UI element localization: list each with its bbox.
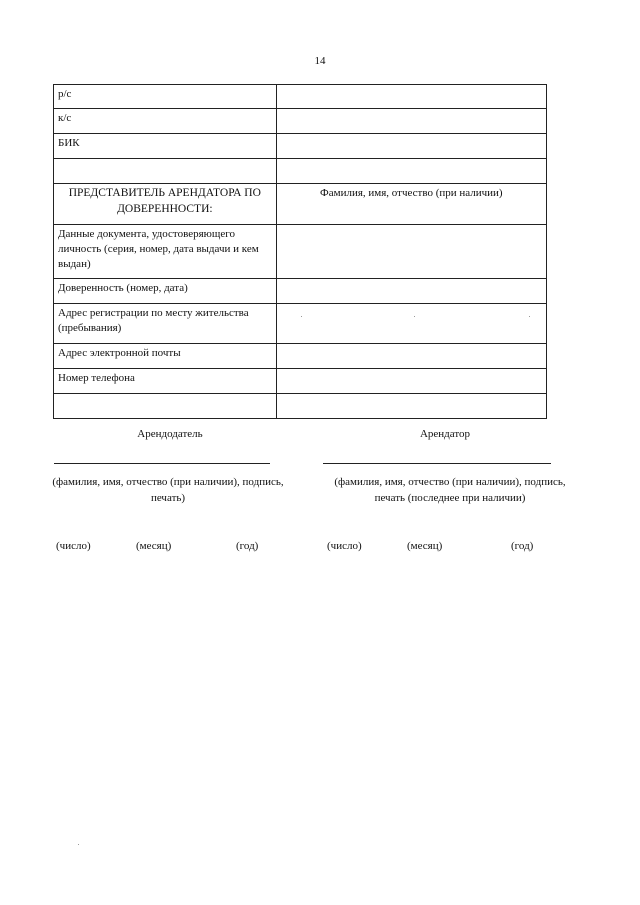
- row-label-empty-bottom: [54, 394, 277, 419]
- row-value-phone[interactable]: [276, 369, 546, 394]
- table-row: [54, 225, 547, 279]
- row-label-email: Адрес электронной почты: [54, 344, 277, 369]
- row-value-email[interactable]: [276, 344, 546, 369]
- representative-header: ПРЕДСТАВИТЕЛЬ АРЕНДАТОРА ПО ДОВЕРЕННОСТИ:: [54, 184, 277, 225]
- tenant-signature-line[interactable]: [323, 463, 551, 464]
- table-row: [54, 159, 547, 184]
- row-value-empty-bottom[interactable]: [276, 394, 546, 419]
- landlord-title: Арендодатель: [137, 428, 203, 440]
- landlord-caption: (фамилия, имя, отчество (при наличии), подпись, печать): [52, 476, 284, 504]
- row-label-account: р/с: [54, 85, 277, 109]
- representative-name-header: Фамилия, имя, отчество (при наличии): [276, 184, 546, 225]
- row-value-bik[interactable]: [276, 134, 546, 159]
- row-label-phone: Номер телефона: [54, 369, 277, 394]
- row-label-registration-address: Адрес регистрации по месту жительства (пребывания): [54, 304, 277, 344]
- row-value-registration-address[interactable]: [276, 304, 546, 344]
- row-value-corr-account[interactable]: [276, 109, 546, 134]
- table-row: [54, 134, 547, 159]
- tenant-date-month: (месяц): [407, 540, 443, 552]
- table-row: [54, 279, 547, 304]
- tenant-date-day: (число): [327, 540, 362, 552]
- table-row: [54, 85, 547, 109]
- requisites-table: [53, 84, 547, 419]
- row-label-id-document: Данные документа, удостоверяющего личность (серия, номер, дата выдачи и кем выдан): [54, 225, 277, 279]
- row-label-bik: БИК: [54, 134, 277, 159]
- page-number: 14: [314, 55, 326, 67]
- landlord-date-month: (месяц): [136, 540, 172, 552]
- tenant-date-year: (год): [511, 540, 534, 552]
- table-row: [54, 344, 547, 369]
- landlord-signature-line[interactable]: [54, 463, 270, 464]
- scan-speck: [414, 316, 415, 317]
- table-row: [54, 394, 547, 419]
- tenant-title: Арендатор: [419, 428, 471, 440]
- row-value-id-document[interactable]: [276, 225, 546, 279]
- table-row: [54, 304, 547, 344]
- landlord-date-day: (число): [56, 540, 91, 552]
- tenant-caption: (фамилия, имя, отчество (при наличии), подпись, печать (последнее при наличии): [334, 476, 566, 504]
- scan-speck: [301, 316, 302, 317]
- table-row: [54, 184, 547, 225]
- table-row: [54, 109, 547, 134]
- row-value-account[interactable]: [276, 85, 546, 109]
- row-label-empty: [54, 159, 277, 184]
- row-label-corr-account: к/с: [54, 109, 277, 134]
- scan-speck: [78, 844, 79, 845]
- row-label-power-of-attorney: Доверенность (номер, дата): [54, 279, 277, 304]
- scan-speck: [529, 316, 530, 317]
- row-value-power-of-attorney[interactable]: [276, 279, 546, 304]
- row-value-empty[interactable]: [276, 159, 546, 184]
- landlord-date-year: (год): [236, 540, 259, 552]
- table-row: [54, 369, 547, 394]
